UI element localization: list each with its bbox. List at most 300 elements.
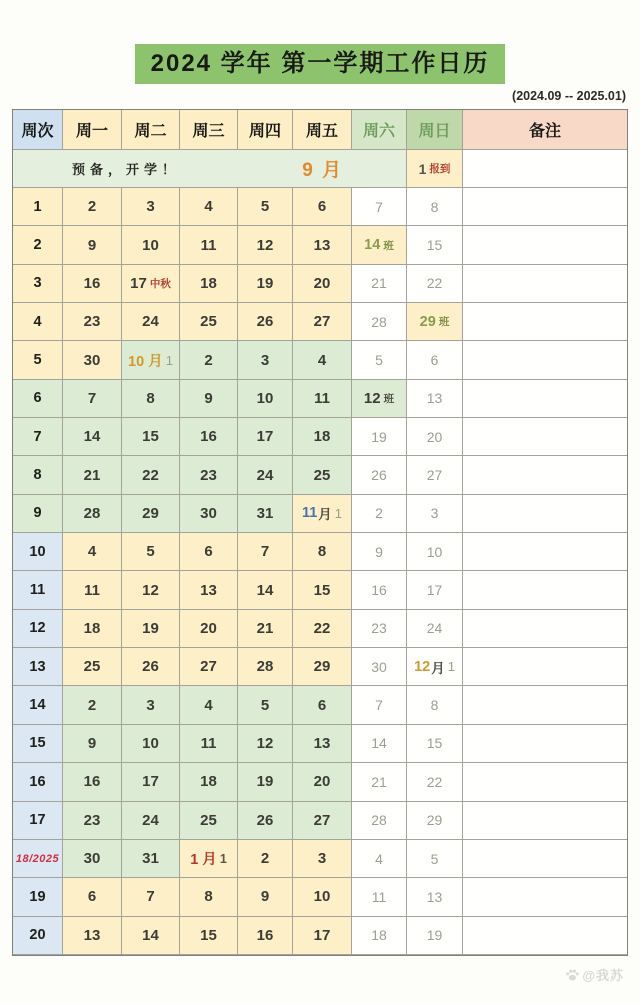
day-cell-text: 16 — [83, 274, 101, 292]
week-number-cell — [13, 418, 63, 456]
notes-cell — [463, 380, 627, 418]
day-cell — [63, 878, 122, 916]
day-cell-text: 8 — [430, 198, 439, 215]
day-cell — [122, 648, 180, 686]
day-cell-text: 2 — [87, 198, 97, 216]
header-cell-sat — [352, 110, 407, 150]
day-cell-text: 14 — [364, 237, 381, 254]
day-cell — [238, 188, 293, 226]
day-cell — [180, 533, 238, 571]
day-cell — [238, 648, 293, 686]
day-cell-text: 1 — [165, 352, 173, 368]
header-label-tue: 周二 — [134, 123, 167, 140]
day-cell — [122, 341, 180, 379]
day-cell — [407, 840, 463, 878]
notes-cell — [463, 265, 627, 303]
day-cell — [407, 763, 463, 801]
day-cell-text: 5 — [146, 543, 155, 561]
week-number-cell — [13, 610, 63, 648]
day-cell-text: 20 — [426, 428, 443, 445]
day-cell-text: 30 — [200, 504, 217, 522]
day-cell — [407, 380, 463, 418]
day-cell-text: 23 — [83, 811, 101, 829]
day-cell — [122, 456, 180, 494]
day-cell — [180, 188, 238, 226]
day-cell-text: 22 — [313, 619, 331, 637]
day-cell-text: 24 — [256, 466, 274, 484]
day-cell — [180, 878, 238, 916]
week-number-cell — [13, 840, 63, 878]
header-label-wed: 周三 — [192, 123, 225, 140]
day-cell-text: 22 — [426, 275, 443, 292]
day-cell-text: 6 — [317, 696, 327, 714]
notes-cell — [463, 878, 627, 916]
day-cell-text: 9 — [87, 236, 97, 254]
day-cell — [180, 456, 238, 494]
day-cell-text: 15 — [313, 581, 331, 599]
day-cell — [293, 188, 352, 226]
day-cell-text: 10 — [313, 888, 331, 906]
day-cell-text: 16 — [371, 582, 387, 599]
day-cell-text: 29 — [419, 313, 436, 330]
week-number-cell-text: 2 — [33, 237, 42, 254]
day-cell — [238, 686, 293, 724]
day-cell — [238, 456, 293, 494]
day-cell — [180, 725, 238, 763]
day-cell — [293, 303, 352, 341]
day-cell-text: 3 — [317, 850, 327, 868]
day-cell-text: 7 — [260, 543, 270, 561]
header-cell-notes — [463, 110, 627, 150]
day-cell-text: 17 — [130, 274, 147, 292]
day-cell — [238, 303, 293, 341]
day-cell-text: 22 — [426, 773, 443, 790]
day-cell-text: 28 — [256, 658, 274, 676]
day-cell-text: 7 — [375, 198, 383, 215]
day-cell-text: 19 — [256, 773, 274, 791]
notes-cell — [463, 763, 627, 801]
day-cell-text: 31 — [142, 850, 159, 868]
day-cell-text: 26 — [371, 467, 387, 484]
header-cell-fri — [293, 110, 352, 150]
day-cell — [122, 418, 180, 456]
day-cell — [238, 917, 293, 955]
day-cell-text: 月 — [431, 660, 445, 676]
day-cell-text: 2 — [260, 850, 270, 868]
day-cell-text: 18 — [200, 274, 217, 292]
week-number-cell-text: 16 — [29, 773, 46, 790]
day-cell-text: 19 — [142, 619, 159, 637]
day-cell-text: 1 — [334, 505, 343, 521]
day-cell — [238, 265, 293, 303]
day-cell-text: 27 — [313, 811, 331, 829]
day-cell — [122, 686, 180, 724]
day-cell — [293, 802, 352, 840]
day-cell — [238, 571, 293, 609]
day-cell-text: 14 — [83, 428, 101, 446]
day-cell — [407, 188, 463, 226]
day-cell — [122, 763, 180, 801]
day-cell — [63, 418, 122, 456]
day-cell — [63, 763, 122, 801]
day-cell — [352, 763, 407, 801]
week-number-cell-text: 5 — [33, 352, 42, 369]
day-cell-text: 8 — [146, 389, 155, 407]
day-cell-text: 21 — [256, 619, 274, 637]
header-cell-tue — [122, 110, 180, 150]
day-cell — [407, 878, 463, 916]
day-cell — [63, 686, 122, 724]
day-cell-text: 6 — [317, 198, 327, 216]
day-cell-text: 13 — [200, 581, 217, 599]
day-cell — [180, 265, 238, 303]
notes-cell — [463, 571, 627, 609]
week-number-cell — [13, 303, 63, 341]
day-cell — [63, 917, 122, 955]
week-number-cell — [13, 456, 63, 494]
day-cell-text: 25 — [200, 811, 217, 829]
week-number-cell-text: 3 — [33, 275, 42, 292]
day-cell — [407, 226, 463, 264]
day-cell — [238, 763, 293, 801]
day-cell — [122, 380, 180, 418]
notes-cell — [463, 418, 627, 456]
day-cell — [122, 802, 180, 840]
day-cell-text: 8 — [204, 888, 213, 906]
day-cell — [293, 725, 352, 763]
day-cell — [180, 802, 238, 840]
notes-cell — [463, 648, 627, 686]
day-cell-text: 17 — [426, 582, 443, 599]
notes-cell — [463, 341, 627, 379]
week-number-cell-text: 17 — [29, 812, 46, 829]
day-cell — [293, 648, 352, 686]
day-cell-text: 11 — [301, 505, 318, 522]
watermark — [565, 965, 624, 984]
week-number-cell-text: 6 — [33, 390, 42, 407]
day-cell — [407, 686, 463, 724]
september-banner — [13, 150, 407, 188]
week-number-cell — [13, 763, 63, 801]
day-cell-text: 27 — [426, 467, 443, 484]
day-cell — [352, 686, 407, 724]
day-cell-text: 28 — [371, 313, 387, 330]
notes-cell — [463, 303, 627, 341]
day-cell-text: 12 — [256, 734, 274, 752]
day-cell-text: 4 — [87, 543, 97, 561]
day-cell — [352, 725, 407, 763]
day-cell — [63, 456, 122, 494]
day-cell-text: 28 — [371, 812, 387, 829]
header-label-week: 周次 — [21, 123, 54, 140]
day-cell-text: 6 — [204, 543, 213, 561]
week-number-cell-text: 18/2025 — [15, 852, 60, 865]
day-cell-text: 30 — [371, 658, 387, 675]
day-cell-text: 3 — [430, 505, 439, 522]
day-cell — [238, 380, 293, 418]
notes-cell — [463, 917, 627, 955]
day-cell-text: 26 — [256, 811, 274, 829]
header-label-thu: 周四 — [248, 123, 281, 140]
day-cell-text: 9 — [204, 389, 213, 407]
day-cell — [293, 456, 352, 494]
day-cell — [407, 648, 463, 686]
week-number-cell — [13, 571, 63, 609]
day-cell-text: 5 — [375, 352, 383, 369]
page-title: 2024 学年 第一学期工作日历 — [135, 44, 506, 84]
header-cell-wed — [180, 110, 238, 150]
header-cell-week — [13, 110, 63, 150]
day-cell-text: 21 — [83, 466, 101, 484]
day-cell — [407, 418, 463, 456]
day-cell — [407, 571, 463, 609]
day-cell-text: 28 — [83, 504, 101, 522]
day-cell — [352, 418, 407, 456]
day-cell — [122, 840, 180, 878]
day-cell — [122, 533, 180, 571]
day-cell — [63, 533, 122, 571]
day-cell-text: 24 — [142, 313, 159, 331]
day-cell-text: 15 — [426, 735, 443, 752]
week-number-cell-text: 20 — [29, 927, 46, 944]
paw-icon — [565, 968, 579, 982]
week-number-cell — [13, 917, 63, 955]
day-cell-text: 3 — [146, 696, 155, 714]
calendar-page — [0, 44, 640, 1005]
day-cell-text: 3 — [146, 198, 155, 216]
day-cell-text: 14 — [142, 926, 159, 944]
month-label-september: 9 月 — [302, 160, 344, 181]
day-cell-text: 16 — [200, 428, 217, 446]
day-cell — [352, 533, 407, 571]
day-cell-text: 14 — [256, 581, 274, 599]
day-cell-text: 23 — [371, 620, 387, 637]
week-number-cell — [13, 725, 63, 763]
day-cell-text: 5 — [430, 850, 439, 867]
notes-cell — [463, 226, 627, 264]
day-cell — [352, 917, 407, 955]
week-number-cell — [13, 802, 63, 840]
day-cell — [407, 341, 463, 379]
header-label-notes: 备注 — [528, 123, 561, 140]
day-cell-text: 6 — [430, 352, 439, 369]
day-cell — [352, 802, 407, 840]
week-number-cell-text: 1 — [33, 198, 42, 215]
day-cell-text: 5 — [260, 198, 270, 216]
week-number-cell — [13, 226, 63, 264]
day-cell-text: 7 — [375, 697, 383, 714]
day-cell-text: 26 — [142, 658, 159, 676]
day-cell — [352, 878, 407, 916]
week-number-cell-text: 9 — [33, 505, 42, 522]
day-cell-text: 25 — [200, 313, 217, 331]
day-cell-text: 17 — [142, 773, 159, 791]
day-cell-text: 月 — [318, 507, 332, 523]
week-number-cell-text: 19 — [29, 888, 46, 905]
day-cell-text: 16 — [83, 773, 101, 791]
week-number-cell — [13, 648, 63, 686]
week-number-cell-text: 14 — [29, 697, 46, 714]
day-cell-text: 10 — [426, 543, 443, 560]
day-cell-text: 13 — [426, 390, 443, 407]
day-cell — [352, 188, 407, 226]
day-cell — [407, 610, 463, 648]
day-cell-text: 2 — [375, 505, 383, 522]
day-cell-text: 23 — [200, 466, 217, 484]
week-number-cell-text: 12 — [29, 620, 46, 637]
day-cell-text: 9 — [260, 888, 270, 906]
day-cell — [63, 840, 122, 878]
header-cell-mon — [63, 110, 122, 150]
notes-cell — [463, 725, 627, 763]
title-bar — [0, 44, 640, 84]
day-cell — [180, 418, 238, 456]
day-cell — [238, 341, 293, 379]
day-cell — [180, 495, 238, 533]
day-cell — [122, 303, 180, 341]
day-cell-text: 29 — [313, 658, 331, 676]
day-cell — [180, 571, 238, 609]
day-cell — [352, 380, 407, 418]
day-cell-text: 22 — [142, 466, 159, 484]
day-cell — [352, 265, 407, 303]
week-number-cell-text: 8 — [33, 467, 42, 484]
day-cell-sep-1 — [407, 150, 463, 188]
notes-cell — [463, 840, 627, 878]
handwriting-note: 预备，开学！ — [71, 162, 180, 177]
header-label-sun: 周日 — [418, 123, 451, 140]
day-cell — [122, 226, 180, 264]
notes-cell — [463, 188, 627, 226]
day-cell — [63, 303, 122, 341]
day-cell — [293, 226, 352, 264]
day-cell — [63, 610, 122, 648]
day-cell-text: 班 — [383, 239, 394, 252]
header-cell-thu — [238, 110, 293, 150]
day-cell-text: 21 — [371, 275, 387, 292]
day-cell-text: 18 — [313, 428, 331, 446]
week-number-cell-text: 4 — [33, 313, 42, 330]
day-cell-text: 15 — [200, 926, 217, 944]
notes-cell — [463, 150, 627, 188]
day-cell — [407, 456, 463, 494]
day-cell — [63, 188, 122, 226]
week-number-cell — [13, 495, 63, 533]
day-cell — [180, 686, 238, 724]
week-number-cell-text: 11 — [29, 582, 46, 599]
day-cell — [293, 265, 352, 303]
day-cell-text: 17 — [313, 926, 331, 944]
day-cell — [180, 341, 238, 379]
day-cell-text: 班 — [438, 316, 450, 329]
week-number-cell — [13, 380, 63, 418]
day-cell — [122, 725, 180, 763]
day-cell — [180, 840, 238, 878]
day-cell-text: 14 — [371, 735, 387, 752]
notes-cell — [463, 533, 627, 571]
day-cell — [352, 303, 407, 341]
day-cell-text: 12 — [142, 581, 159, 599]
day-cell — [293, 686, 352, 724]
header-label-mon: 周一 — [75, 123, 108, 140]
day-cell-text: 10 — [256, 389, 274, 407]
day-cell-sep-1-text: 报到 — [429, 163, 451, 175]
day-cell-text: 17 — [256, 428, 274, 446]
day-cell-text: 13 — [313, 734, 331, 752]
day-cell — [293, 380, 352, 418]
notes-cell — [463, 610, 627, 648]
day-cell — [238, 418, 293, 456]
day-cell — [122, 571, 180, 609]
week-number-cell — [13, 341, 63, 379]
day-cell — [238, 802, 293, 840]
day-cell — [63, 802, 122, 840]
day-cell — [63, 648, 122, 686]
day-cell-text: 13 — [313, 236, 331, 254]
day-cell-text: 8 — [430, 697, 439, 714]
day-cell — [407, 495, 463, 533]
day-cell-text: 16 — [256, 926, 274, 944]
day-cell-text: 25 — [313, 466, 331, 484]
day-cell-text: 25 — [83, 658, 101, 676]
day-cell-text: 31 — [256, 504, 274, 522]
week-number-cell — [13, 533, 63, 571]
notes-cell — [463, 456, 627, 494]
day-cell — [238, 610, 293, 648]
day-cell-text: 27 — [200, 658, 217, 676]
week-number-cell — [13, 878, 63, 916]
day-cell — [238, 226, 293, 264]
day-cell — [352, 341, 407, 379]
day-cell — [63, 380, 122, 418]
day-cell — [407, 303, 463, 341]
day-cell — [180, 303, 238, 341]
day-cell-text: 7 — [87, 389, 97, 407]
header-cell-sun — [407, 110, 463, 150]
day-cell — [122, 878, 180, 916]
day-cell — [407, 533, 463, 571]
day-cell-text: 13 — [83, 926, 101, 944]
day-cell — [352, 840, 407, 878]
week-number-cell — [13, 686, 63, 724]
day-cell — [122, 265, 180, 303]
day-cell-text: 中秋 — [149, 277, 171, 290]
notes-cell — [463, 495, 627, 533]
day-cell — [63, 571, 122, 609]
day-cell-text: 29 — [142, 504, 159, 522]
day-cell — [352, 495, 407, 533]
day-cell-text: 24 — [426, 620, 443, 637]
day-cell — [352, 456, 407, 494]
day-cell-text: 7 — [146, 888, 155, 906]
day-cell-text: 24 — [142, 811, 159, 829]
day-cell — [180, 648, 238, 686]
watermark-text: @我苏 — [582, 968, 624, 983]
day-cell-text: 23 — [83, 313, 101, 331]
week-number-cell — [13, 265, 63, 303]
day-cell — [180, 380, 238, 418]
date-range: (2024.09 -- 2025.01) — [512, 89, 626, 103]
day-cell-text: 11 — [200, 734, 217, 752]
day-cell-text: 19 — [256, 274, 274, 292]
day-cell-text: 29 — [426, 812, 443, 829]
day-cell-text: 9 — [87, 734, 97, 752]
day-cell — [352, 648, 407, 686]
day-cell-text: 班 — [383, 392, 395, 405]
day-cell-text: 12 — [363, 389, 381, 407]
day-cell — [407, 725, 463, 763]
day-cell — [238, 533, 293, 571]
